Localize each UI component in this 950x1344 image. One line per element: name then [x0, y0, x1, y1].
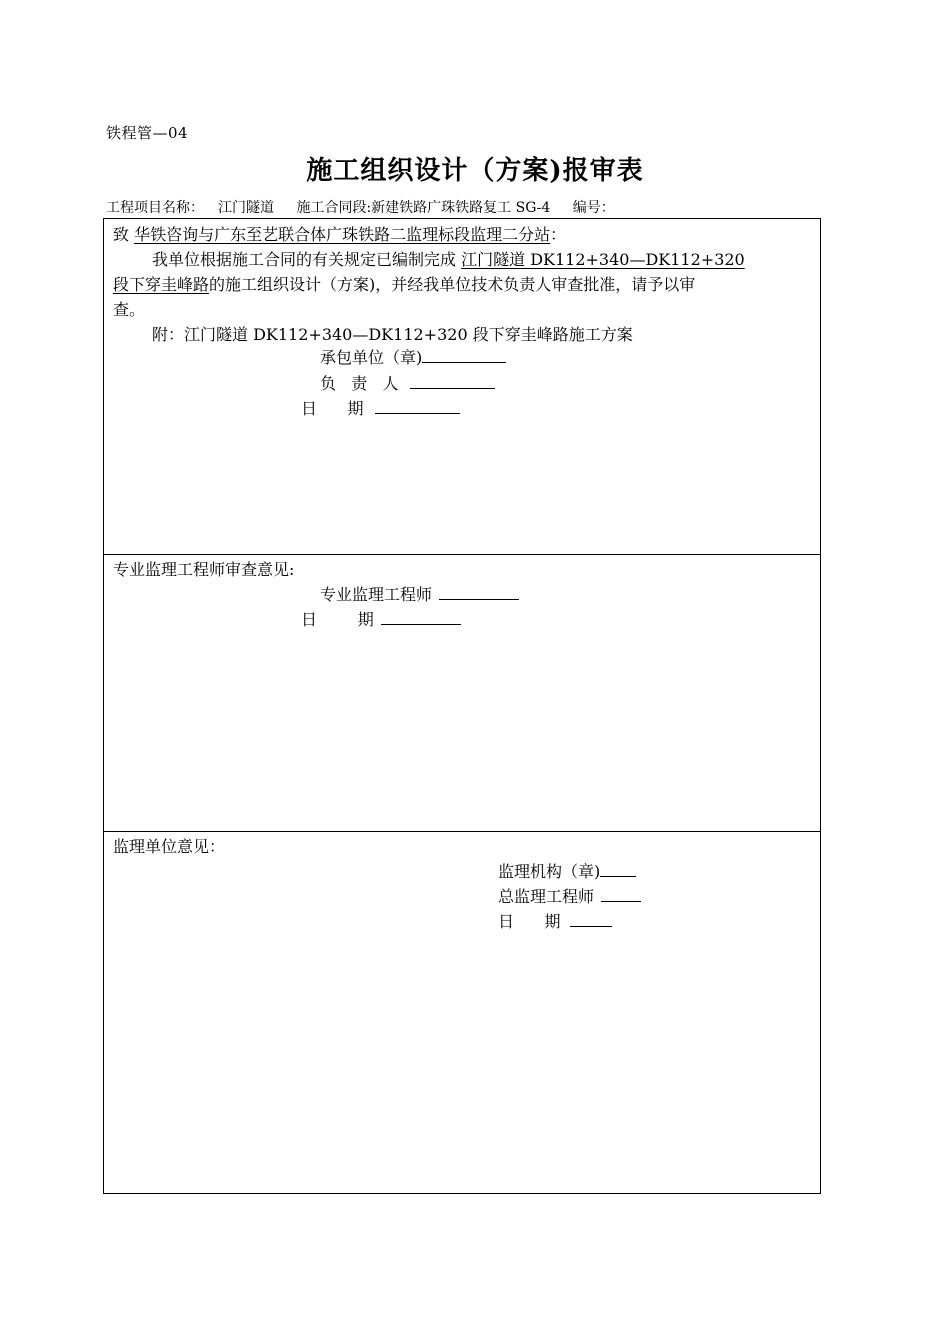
engineer-signature-row — [320, 582, 519, 605]
chief-signature-row — [498, 884, 641, 907]
supervision-date-row — [498, 909, 612, 932]
body-line-2 — [113, 272, 695, 295]
project-name-field — [106, 200, 274, 216]
contractor-submission-section — [104, 219, 820, 554]
engineer-label: 专业监理工程师 — [320, 585, 433, 604]
org-blank — [600, 860, 636, 877]
addressee-org: 华铁咨询与广东至艺联合体广珠铁路二监理标段监理二分站 — [134, 225, 551, 244]
body-line-3: 查。 — [113, 300, 146, 319]
engineer-date-label: 日 期 — [301, 610, 374, 629]
engineer-review-section — [104, 554, 820, 831]
contractor-blank — [422, 346, 506, 363]
contract-label: 施工合同段: — [296, 200, 372, 216]
number-label: 编号： — [572, 200, 615, 216]
contract-section-field — [296, 200, 550, 216]
responsible-signature-row — [320, 371, 495, 394]
body-text-2: 的施工组织设计（方案)，并经我单位技术负责人审查批准，请予以审 — [209, 275, 696, 294]
contractor-signature-row — [320, 345, 506, 368]
contractor-label: 承包单位（章) — [320, 348, 423, 367]
submission-date-blank — [375, 397, 460, 414]
engineer-review-heading: 专业监理工程师审查意见: — [113, 560, 295, 579]
body-underlined-1: 江门隧道 DK112+340—DK112+320 — [461, 250, 745, 269]
document-title: 施工组织设计（方案)报审表 — [306, 156, 644, 186]
project-value: 江门隧道 — [218, 200, 274, 216]
supervision-opinion-section — [104, 831, 820, 1195]
submission-date-row — [301, 396, 460, 419]
engineer-blank — [439, 583, 519, 600]
form-table — [103, 218, 821, 1194]
responsible-label: 负 责 人 — [320, 374, 399, 393]
engineer-date-blank — [381, 608, 461, 625]
body-underlined-2: 段下穿圭峰路 — [113, 275, 210, 294]
supervision-date-blank — [570, 910, 612, 927]
body-text-1: 我单位根据施工合同的有关规定已编制完成 — [152, 250, 457, 269]
responsible-blank — [410, 372, 495, 389]
supervision-date-label: 日 期 — [498, 912, 561, 931]
contract-value: 新建铁路广珠铁路复工 SG-4 — [371, 200, 551, 216]
submission-date-label: 日 期 — [301, 399, 364, 418]
chief-label: 总监理工程师 — [498, 887, 595, 906]
body-line-1 — [152, 247, 745, 270]
org-label: 监理机构（章) — [498, 862, 601, 881]
addressee-suffix: ： — [550, 225, 567, 244]
attachment-line: 附：江门隧道 DK112+340—DK112+320 段下穿圭峰路施工方案 — [152, 325, 633, 344]
org-signature-row — [498, 859, 636, 882]
form-code: 铁程管—04 — [106, 124, 189, 142]
chief-blank — [601, 885, 641, 902]
header-info — [106, 197, 633, 217]
addressee-line — [113, 222, 566, 245]
supervision-heading: 监理单位意见： — [113, 837, 226, 856]
addressee-prefix: 致 — [113, 225, 130, 244]
engineer-date-row — [301, 607, 461, 630]
project-label: 工程项目名称： — [106, 200, 204, 216]
